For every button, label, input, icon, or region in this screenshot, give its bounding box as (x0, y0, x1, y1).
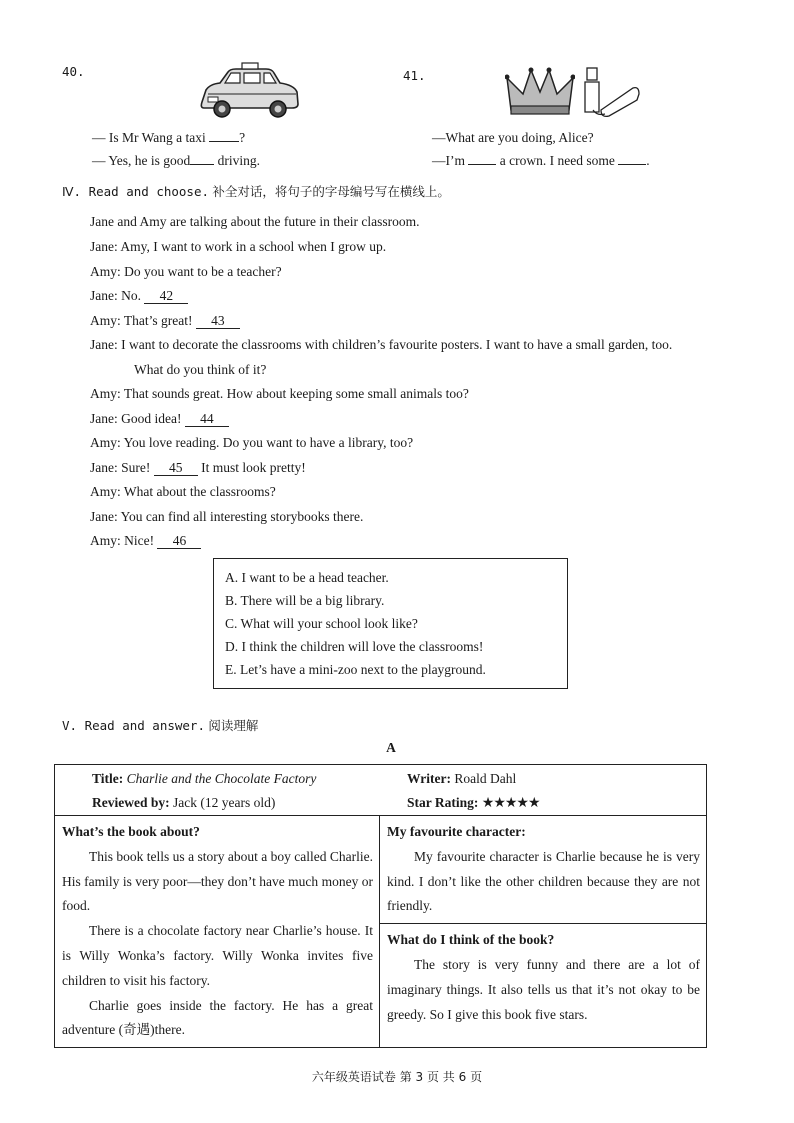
think-text: The story is very funny and there are a lot of imaginary things. It also tells us that it’s not okay to be greedy. So I give this book five stars. (387, 956, 700, 1022)
star-rating-line: Star Rating: ★★★★★ (407, 795, 540, 811)
character-title: My favourite character: (387, 824, 526, 839)
about-paragraph-1: This book tells us a story about a boy called Charlie. His family is very poor—they don’t have much money or food. (62, 848, 373, 914)
review-header-cell (55, 765, 707, 816)
crown-icon (505, 66, 575, 118)
dialogue-line: Amy: What about the classrooms? (90, 484, 276, 499)
dialogue-line: Jane: Good idea! 44 (90, 411, 229, 427)
option-c: C. What will your school look like? (225, 616, 418, 631)
question-number-40: 40. (62, 64, 85, 79)
option-b: B. There will be a big library. (225, 593, 385, 608)
dialogue-line: Amy: Do you want to be a teacher? (90, 263, 282, 279)
q41-line2: —I’m a crown. I need some . (432, 153, 650, 168)
dialogue-line: What do you think of it? (134, 361, 267, 377)
dialogue-line: Amy: That sounds great. How about keeping some small animals too? (90, 386, 469, 401)
title-line: Title: Charlie and the Chocolate Factory (92, 771, 317, 786)
character-cell (380, 816, 707, 924)
dialogue-line: Jane: I want to decorate the classrooms with children’s favourite posters. I want to have a small garden, too. (90, 337, 673, 352)
option-d: D. I think the children will love the classrooms! (225, 639, 484, 654)
answer-blank-42[interactable]: 42 (144, 289, 188, 304)
question-number-41: 41. (403, 68, 426, 83)
passage-label: A (386, 740, 396, 755)
star-rating-stars: ★★★★★ (481, 795, 540, 811)
dialogue-line: Amy: That’s great! 43 (90, 313, 240, 329)
answer-blank-46[interactable]: 46 (157, 534, 201, 549)
options-box (213, 558, 568, 689)
answer-blank-40b[interactable] (190, 164, 214, 165)
taxi-icon (194, 62, 302, 124)
q40-line2: — Yes, he is good driving. (92, 153, 261, 168)
about-title: What’s the book about? (62, 824, 200, 839)
book-review-table (54, 764, 707, 1048)
dialogue-intro: Jane and Amy are talking about the future in their classroom. (90, 214, 420, 229)
about-cell (55, 816, 380, 1048)
q40-line1: — Is Mr Wang a taxi ? (92, 130, 246, 145)
think-cell (380, 924, 707, 1048)
dialogue-line: Jane: Amy, I want to work in a school when I grow up. (90, 239, 387, 254)
think-title: What do I think of the book? (387, 932, 555, 948)
section4-heading: Ⅳ. Read and choose. 补全对话，将句子的字母编号写在横线上。 (62, 184, 450, 199)
answer-blank-41a[interactable] (468, 164, 496, 165)
dialogue-line: Jane: No. 42 (90, 288, 188, 304)
reviewed-by-line: Reviewed by: Jack (12 years old) (92, 795, 276, 810)
section5-heading: V. Read and answer. 阅读理解 (62, 718, 259, 733)
writer-line: Writer: Roald Dahl (407, 771, 517, 786)
dialogue-line: Jane: You can find all interesting storybooks there. (90, 508, 364, 524)
answer-blank-44[interactable]: 44 (185, 412, 229, 427)
character-text: My favourite character is Charlie because he is very kind. I don’t like the other children because they are not friendly. (387, 848, 700, 914)
answer-blank-40a[interactable] (209, 141, 239, 142)
answer-blank-43[interactable]: 43 (196, 314, 240, 329)
about-paragraph-3: Charlie goes inside the factory. He has a great adventure (奇遇)there. (62, 997, 373, 1038)
review-header-row (55, 765, 707, 816)
option-e: E. Let’s have a mini-zoo next to the playground. (225, 662, 486, 677)
about-paragraph-2: There is a chocolate factory near Charlie’s house. It is Willy Wonka’s factory. Willy Wonka invites five children to visit his factory. (62, 923, 373, 988)
page-footer: 六年级英语试卷 第 3 页 共 6 页 (311, 1070, 483, 1084)
dialogue-line: Amy: You love reading. Do you want to have a library, too? (90, 435, 414, 450)
q41-line1: —What are you doing, Alice? (432, 130, 594, 145)
answer-blank-41b[interactable] (618, 164, 646, 165)
answer-blank-45[interactable]: 45 (154, 461, 198, 476)
option-a: A. I want to be a head teacher. (225, 570, 389, 585)
dialogue-line: Amy: Nice! 46 (90, 533, 201, 549)
dialogue-line: Jane: Sure! 45 It must look pretty! (90, 459, 306, 475)
glue-bottle-icon (583, 66, 641, 118)
